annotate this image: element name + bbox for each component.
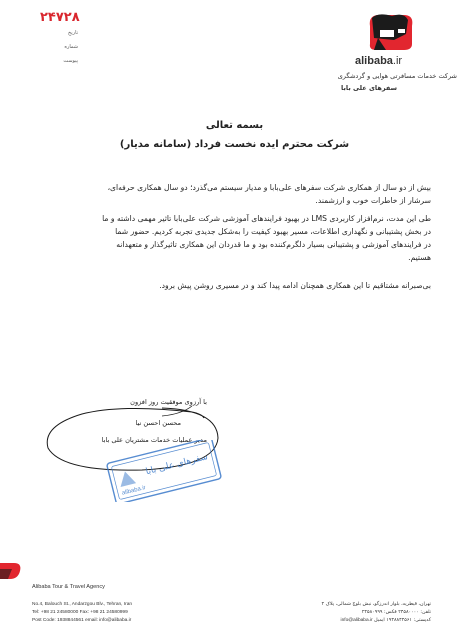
document-number: ۲۴۷۲۸ (40, 10, 80, 25)
footer-postal-fa (341, 618, 431, 623)
footer-email[interactable]: info@alibaba.ir (340, 618, 373, 623)
brand-tld: .ir (392, 55, 403, 67)
closing-text: با آرزوی موفقیت روز افزون (130, 398, 207, 406)
paragraph-line: بیش از دو سال از همکاری شرکت سفرهای علی‌بابا و مدیار سیستم می‌گذرد؛ دو سال همکاری حرفه‌ای، (107, 183, 431, 192)
brand-name: alibaba (355, 55, 393, 67)
paragraph-1 (31, 181, 431, 207)
signer-title: مدیر عملیات خدمات مشتریان علی بابا (101, 436, 207, 444)
footer-ribbon-icon (0, 563, 22, 579)
footer-phone-en: Tel: +98 21 24580000 Fax: +98 21 24580999 (32, 610, 128, 615)
company-name-line2: سفرهای علی بابا (341, 84, 397, 92)
paragraph-line: طی این مدت، نرم‌افزار کاربردی LMS در بهبود فرایندهای آموزشی شرکت علی‌بابا تاثیر مهمی داشته و ما (102, 214, 431, 223)
stamp-url: alibaba.ir (121, 485, 147, 497)
recipient: شرکت محترم ایده نخست فرداد (سامانه مدیار) (119, 139, 350, 150)
alibaba-logo-icon (364, 12, 416, 52)
paragraph-line: در فرایندهای آموزشی و پشتیبانی بسیار دلگرم‌کننده بود و ما قدردان این همکاری تاثیرگذار و متعهدانه (116, 240, 431, 249)
footer-address-en: No.4, Balouch St., Andarzgou Blv., Tehran, Iran (32, 602, 133, 607)
footer-company-en: Alibaba Tour & Travel Agency (32, 584, 105, 590)
meta-attachment-label: پیوست (63, 58, 78, 64)
footer-email-fa-label: ایمیل (374, 618, 385, 623)
meta-number-label: شماره (64, 44, 78, 50)
company-stamp (104, 440, 224, 502)
paragraph-line: سرشار از خاطرات خوب و ارزشمند. (315, 196, 431, 205)
footer-phone-fa: تلفن: ۲۴۵۸۰۰۰۰ فکس: ۲۴۵۸۰۹۹۹ (361, 610, 431, 615)
paragraph-line: هستیم. (408, 253, 431, 262)
signer-name: محسن احسن نیا (135, 419, 181, 427)
meta-date-label: تاریخ (68, 30, 78, 36)
brand-wordmark (355, 55, 402, 67)
footer-postal-fa-text: کدپستی: ۱۹۳۸۸۴۴۵۶۱ (386, 618, 431, 623)
paragraph-3 (31, 279, 431, 292)
footer-address-fa: تهران، قیطریه، بلوار اندرزگو، نبش بلوچ شمالی، پلاک ۴ (321, 602, 431, 607)
paragraph-line: بی‌صبرانه مشتاقیم تا این همکاری همچنان ادامه پیدا کند و در مسیری روشن پیش برود. (159, 281, 431, 290)
paragraph-line: در بخش پشتیبانی و نگهداری اطلاعات، مسیر بهبود کیفیت را به‌شکل جدیدی تجربه کردیم. حضور شما (115, 227, 431, 236)
company-name-line1: شرکت خدمات مسافرتی هوایی و گردشگری (337, 72, 457, 80)
stamp-text: سفرهای علی بابا (144, 452, 209, 478)
footer-postal-en: Post Code: 1938844561 email: info@alibaba.ir (32, 618, 132, 623)
paragraph-2 (31, 212, 431, 264)
salutation: بسمه تعالی (205, 120, 264, 131)
